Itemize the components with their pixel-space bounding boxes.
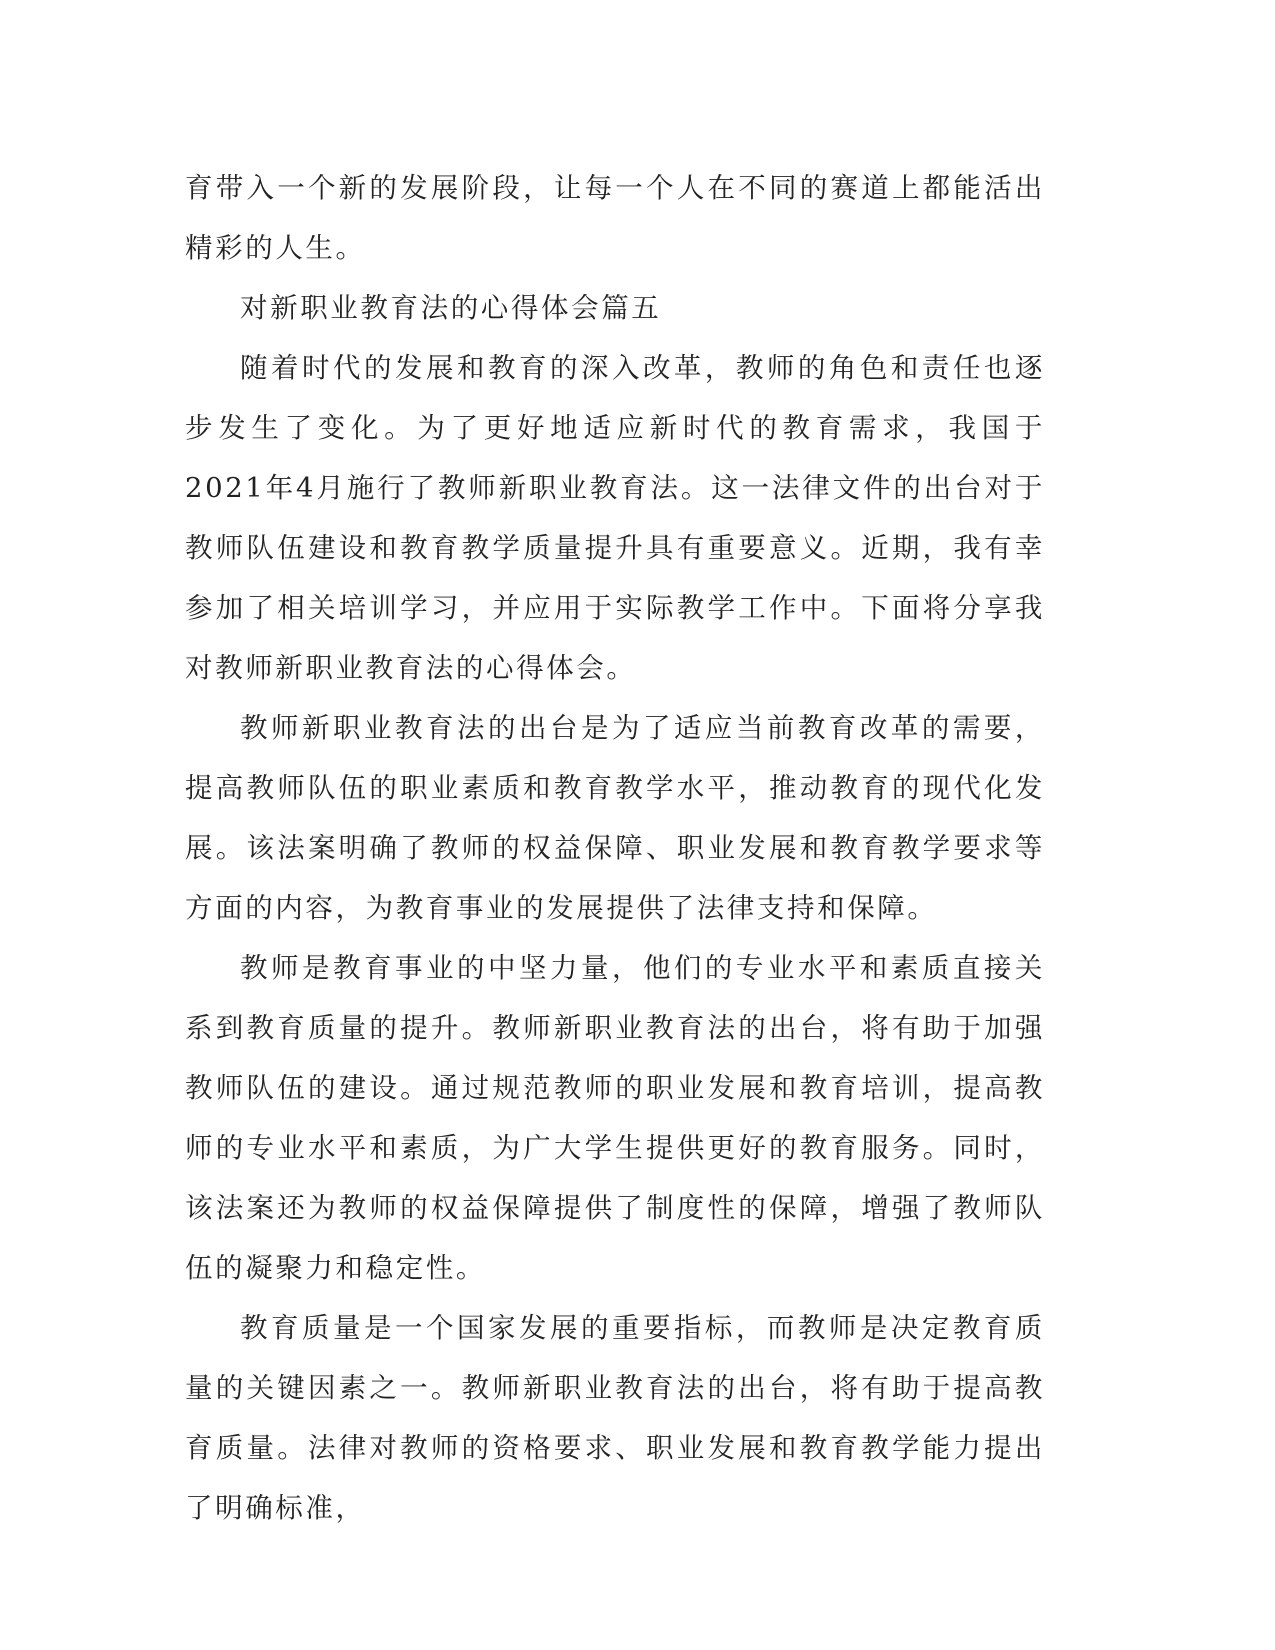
body-paragraph-2: 教师新职业教育法的出台是为了适应当前教育改革的需要，提高教师队伍的职业素质和教育教学水平，推动教育的现代化发展。该法案明确了教师的权益保障、职业发展和教育教学要求等方面的内容，为教育事业的发展提供了法律支持和保障。 [185, 712, 1045, 924]
body-paragraph-4: 教育质量是一个国家发展的重要指标，而教师是决定教育质量的关键因素之一。教师新职业教育法的出台，将有助于提高教育质量。法律对教师的资格要求、职业发展和教育教学能力提出了明确标准， [185, 1312, 1045, 1524]
body-paragraph-1: 随着时代的发展和教育的深入改革，教师的角色和责任也逐步发生了变化。为了更好地适应新时代的教育需求，我国于2021年4月施行了教师新职业教育法。这一法律文件的出台对于教师队伍建设和教育教学质量提升具有重要意义。近期，我有幸参加了相关培训学习，并应用于实际教学工作中。下面将分享我对教师新职业教育法的心得体会。 [185, 352, 1045, 684]
body-paragraph-3: 教师是教育事业的中坚力量，他们的专业水平和素质直接关系到教育质量的提升。教师新职业教育法的出台，将有助于加强教师队伍的建设。通过规范教师的职业发展和教育培训，提高教师的专业水平和素质，为广大学生提供更好的教育服务。同时，该法案还为教师的权益保障提供了制度性的保障，增强了教师队伍的凝聚力和稳定性。 [185, 952, 1045, 1284]
section-title: 对新职业教育法的心得体会篇五 [240, 292, 662, 324]
continuation-paragraph: 育带入一个新的发展阶段，让每一个人在不同的赛道上都能活出精彩的人生。 [185, 172, 1045, 264]
document-page [185, 158, 1045, 1538]
